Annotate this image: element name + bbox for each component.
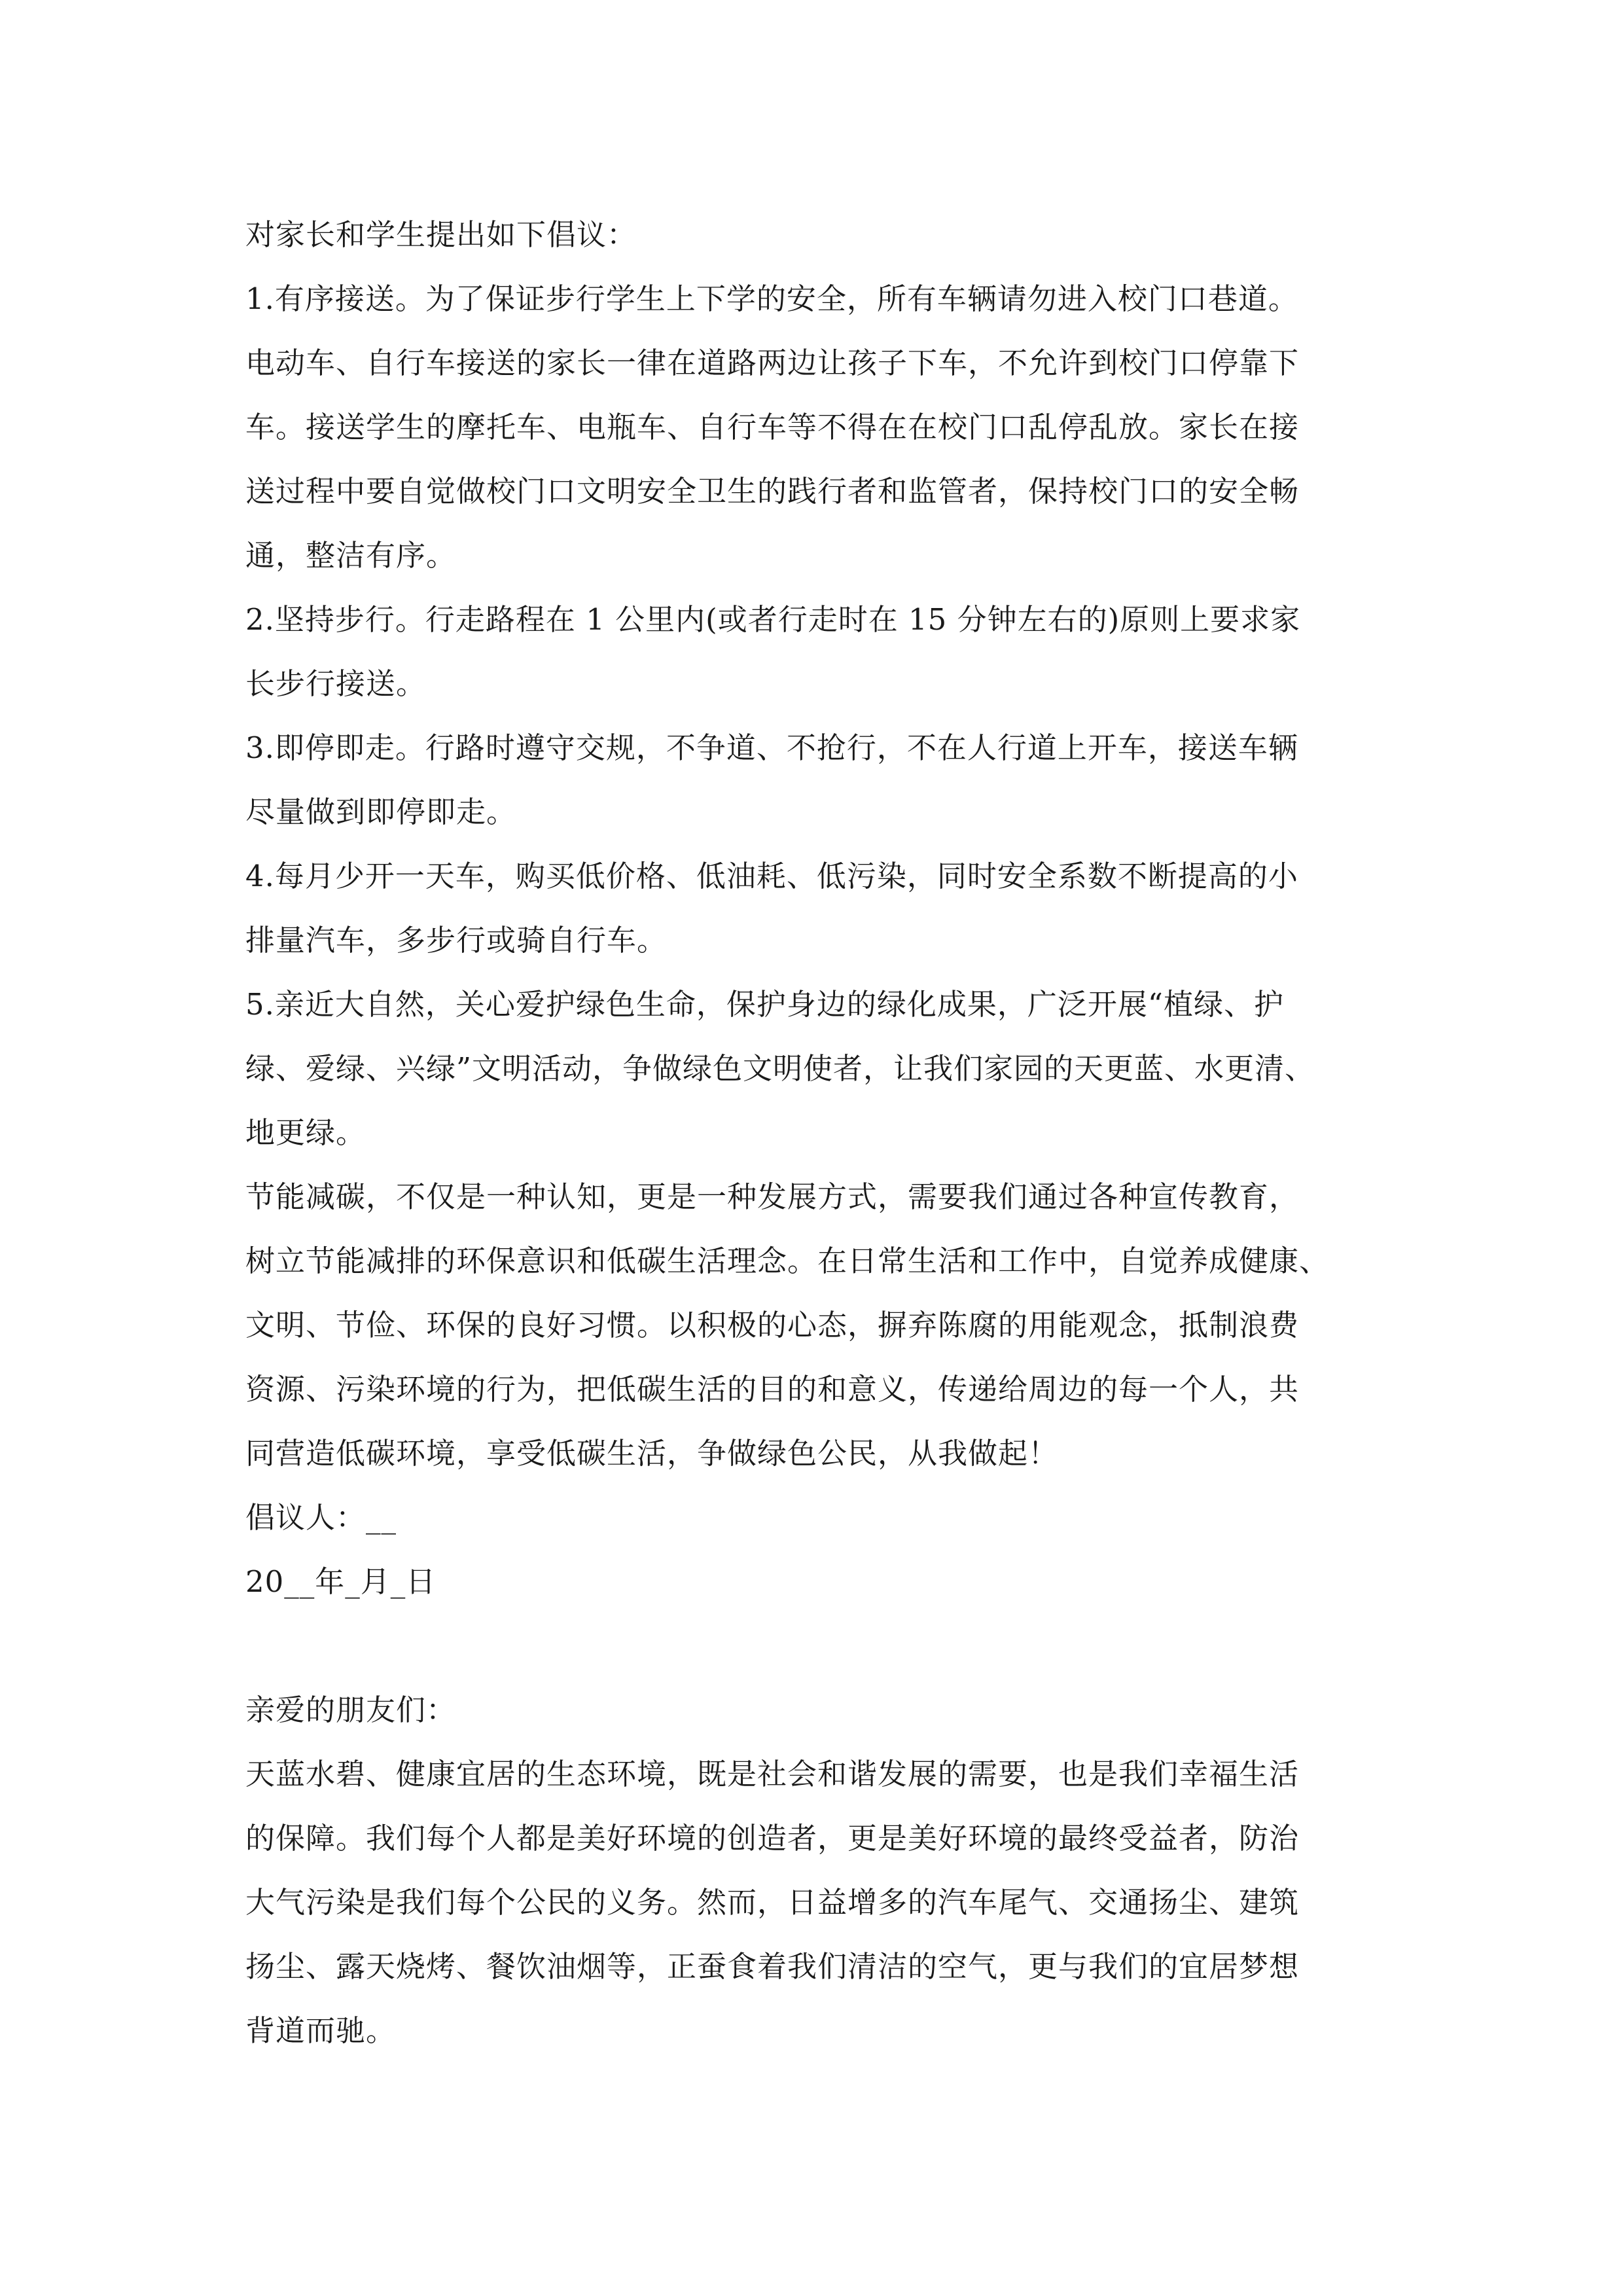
paragraph-line: 通，整洁有序。 [245,538,457,573]
paragraph-line: 的保障。我们每个人都是美好环境的创造者，更是美好环境的最终受益者，防治 [245,1821,1300,1856]
section1-intro: 对家长和学生提出如下倡议： [245,217,637,252]
paragraph-line: 2.坚持步行。行走路程在 1 公里内(或者行走时在 15 分钟左右的)原则上要求家 [245,602,1301,637]
paragraph-line: 尽量做到即停即走。 [245,795,517,829]
signer-line: 倡议人：__ [245,1500,397,1535]
paragraph-line: 地更绿。 [245,1115,366,1150]
paragraph-line: 文明、节俭、环保的良好习惯。以积极的心态，摒弃陈腐的用能观念，抵制浪费 [245,1308,1300,1342]
section-divider-space [245,1614,1397,1678]
paragraph-line: 长步行接送。 [245,666,427,701]
date-line: 20__年_月_日 [245,1564,437,1599]
paragraph-line: 同营造低碳环境，享受低碳生活，争做绿色公民，从我做起！ [245,1436,1059,1471]
paragraph-line: 绿、爱绿、兴绿”文明活动，争做绿色文明使者，让我们家园的天更蓝、水更清、 [245,1051,1315,1086]
paragraph-line: 4.每月少开一天车，购买低价格、低油耗、低污染，同时安全系数不断提高的小 [245,859,1298,893]
paragraph-line: 3.即停即走。行路时遵守交规，不争道、不抢行，不在人行道上开车，接送车辆 [245,730,1298,765]
paragraph-line: 车。接送学生的摩托车、电瓶车、自行车等不得在在校门口乱停乱放。家长在接 [245,410,1300,444]
paragraph-line: 背道而驰。 [245,2013,397,2048]
paragraph-line: 节能减碳，不仅是一种认知，更是一种发展方式，需要我们通过各种宣传教育， [245,1179,1300,1214]
paragraph-line: 资源、污染环境的行为，把低碳生活的目的和意义，传递给周边的每一个人，共 [245,1372,1300,1407]
paragraph-line: 扬尘、露天烧烤、餐饮油烟等，正蚕食着我们清洁的空气，更与我们的宜居梦想 [245,1949,1300,1984]
paragraph-line: 1.有序接送。为了保证步行学生上下学的安全，所有车辆请勿进入校门口巷道。 [245,281,1298,316]
section2-greeting: 亲爱的朋友们： [245,1693,457,1727]
paragraph-line: 天蓝水碧、健康宜居的生态环境，既是社会和谐发展的需要，也是我们幸福生活 [245,1757,1300,1791]
paragraph-line: 排量汽车，多步行或骑自行车。 [245,923,668,958]
paragraph-line: 树立节能减排的环保意识和低碳生活理念。在日常生活和工作中，自觉养成健康、 [245,1244,1330,1278]
paragraph-line: 送过程中要自觉做校门口文明安全卫生的践行者和监管者，保持校门口的安全畅 [245,474,1300,509]
document-body [245,203,1397,2063]
paragraph-line: 电动车、自行车接送的家长一律在道路两边让孩子下车，不允许到校门口停靠下 [245,346,1300,380]
paragraph-line: 5.亲近大自然，关心爱护绿色生命，保护身边的绿化成果，广泛开展“植绿、护 [245,987,1284,1022]
paragraph-line: 大气污染是我们每个公民的义务。然而，日益增多的汽车尾气、交通扬尘、建筑 [245,1885,1300,1920]
